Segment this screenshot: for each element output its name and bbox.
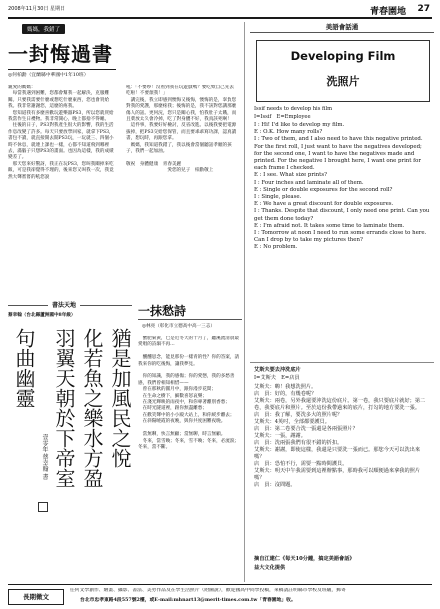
poem-title-rule bbox=[138, 319, 242, 320]
calligraphy-artwork bbox=[8, 324, 132, 580]
english-label-rule bbox=[250, 32, 434, 33]
article-title-rule bbox=[8, 69, 116, 70]
left-article bbox=[8, 22, 240, 298]
calligraphy-seal bbox=[38, 502, 48, 512]
column-divider bbox=[244, 22, 245, 582]
translation-dialogue bbox=[254, 384, 430, 489]
english-title-zh: 洗照片 bbox=[326, 75, 360, 88]
translation-line: 店 員：第二卷要合洗一張還是各兩張照片？ bbox=[254, 426, 358, 432]
translation-line: 艾斯夫：謝謝，即使這樣，我還是只要洗一張而已。那您今天可以洗出來嗎？ bbox=[254, 447, 421, 460]
translation-title: 艾斯夫要去沖洗底片 bbox=[254, 367, 301, 373]
calligraphy-tag bbox=[8, 300, 132, 310]
english-cast: I=Issif E=Employee bbox=[254, 114, 311, 120]
dialogue-line: E : O.K. How many rolls? bbox=[254, 129, 323, 136]
dialogue-line: E : Single or double exposures for the second roll? bbox=[254, 186, 393, 193]
dialogue-line: E : I see. What size prints? bbox=[254, 172, 327, 179]
dialogue-line: I : Two of them, and I also need to have this negative printed. For the first roll, I just want to have the negatives developed; for the second one, I want to have the negatives made and printed. For the negative I brought here, I want one print for each frame I checked. bbox=[254, 136, 423, 172]
translation-line: 店 員：我了解，要洗多大的照片呢？ bbox=[254, 412, 343, 418]
translation-rule bbox=[250, 362, 434, 363]
english-publisher: 益大文化提供 bbox=[254, 565, 286, 571]
english-title: Developing Film bbox=[290, 49, 396, 63]
english-subtitle: Issif needs to develop his film bbox=[254, 106, 333, 112]
translation-line: 店 員：好的，有幾卷呢？ bbox=[254, 391, 317, 397]
calligraphy-column-1: 猶是加風民之悅 bbox=[108, 328, 132, 468]
calligraphy-inscription: 壹零年 蔡幸翰 書 bbox=[41, 434, 48, 480]
dialogue-line: E : No problem. bbox=[254, 244, 298, 251]
poem-text: 蟹肥菊黃，已是近冬天的十月了，聽溪流清晨最愛唱的詩韻不再… 醺醺思念，能見那份一樣青的性？你的答案，請我來你的吃後悔，讓我夢見。 你的知識，我的感傷；你的愛戀，我的多愁善感，我們曾相知相惜—— 曾在那秋的圓月中，跟你漫步花間； 在生命之樹下，細數喜怒哀樂； 在淺光輝映的雨夜中，和你專著離別香愁； 在時光隧道裡，跟你無盡離愁； 在歡笑聲中的小小殿大站上，和你緩步離去； 在斜陽曉霞的夜晚，與你共度困難夜晚。 當無聊，快言無顧；當無聊，時言無顧。 冬來，當雪喚；冬來，雪不喚；冬來，必流淚；冬來，當不斷。 bbox=[138, 336, 240, 450]
dialogue-line: I : Single, please. bbox=[254, 194, 302, 201]
poem-author: ◎林亮（彰化市立德高中高一三志） bbox=[142, 324, 215, 329]
calligraphy-section bbox=[8, 300, 132, 580]
translation-line: 店 員：沒問題。 bbox=[254, 482, 296, 488]
header-page-number: 27 bbox=[417, 4, 430, 14]
poem-section bbox=[138, 300, 242, 580]
calligraphy-tag-label: 書法天地 bbox=[48, 300, 80, 309]
translation-line: 艾斯夫：明天中午我需要到這裡辦點事，那時我可以順便過來拿我的照片嗎？ bbox=[254, 468, 421, 481]
header-bar bbox=[8, 4, 432, 16]
footer-label: 長期徵文 bbox=[8, 589, 64, 605]
article-author: ◎何柏勳（宜蘭縣中華國中1年10班） bbox=[8, 73, 89, 78]
footer-line-1: 任何文學創作、繪畫、攝影、書法、美勞作品及在學生活照片（附圖說），歡迎國高中同學投稿，來稿請註明縣市學校及班級，郵寄 bbox=[70, 588, 346, 593]
translation-line: 艾斯夫：一張，謝謝。 bbox=[254, 433, 306, 439]
translation-line: 艾斯夫：兩卷，另外我還要沖洗這份底片。第一卷，我只要底片就好；第二卷，我要底片和照片。至於這份我帶過來的底片，打勾的地方要洗一張。 bbox=[254, 398, 426, 411]
article-title: 一封悔過書 bbox=[8, 42, 113, 66]
english-section bbox=[250, 22, 434, 580]
footer-line-2: 台北市忠孝東路4段557號2樓，或E-mail:mhnart13@merit-times.com.tw「青春園地」收。 bbox=[80, 597, 296, 603]
english-title-box bbox=[256, 40, 430, 102]
poem-title: 一抹愁詩 bbox=[138, 304, 187, 318]
english-credit: 摘自江建仁《每天10分鐘，搞定美語會話》 bbox=[254, 556, 355, 562]
calligraphy-column-3: 羽翼天朝於下帝室 bbox=[52, 328, 76, 488]
dialogue-line: I : Tomorrow at noon I need to run some errands close to here. Can I drop by to take my pictures then? bbox=[254, 230, 427, 244]
calligraphy-column-2: 化若魚之樂水方盈 bbox=[80, 328, 104, 488]
dialogue-line: I : Thanks. Despite that discount, I only need one print. Can you get them done today? bbox=[254, 208, 430, 222]
translation-line: 艾斯夫：4英吋，全部都要護貝。 bbox=[254, 419, 330, 425]
dialogue-line: E : I'm afraid not. It takes some time to laminate them. bbox=[254, 222, 405, 229]
calligraphy-author: 蔡幸翰（台北縣蘆洲國中8年級） bbox=[8, 313, 76, 318]
translation-line: 店 員：洗兩張我們有很不錯的折扣。 bbox=[254, 440, 343, 446]
footer-rule bbox=[8, 584, 432, 585]
translation-cast: I=艾斯夫 E=店員 bbox=[254, 375, 300, 381]
calligraphy-column-4: 句曲幽靈 bbox=[12, 328, 36, 408]
dialogue-line: I : Four inches and laminate all of them. bbox=[254, 179, 364, 186]
article-tag: 媽媽，我錯了 bbox=[22, 24, 65, 34]
header-rule bbox=[8, 17, 432, 19]
header-date: 2008年11月30日 星期日 bbox=[8, 6, 66, 12]
english-section-label: 美語會話通 bbox=[325, 23, 359, 31]
dialogue-line: I : Hi! I'd like to develop my film. bbox=[254, 122, 345, 128]
translation-line: 艾斯夫：嗨！我想洗照片。 bbox=[254, 384, 317, 390]
dialogue-line: E : We have a great discount for double exposures. bbox=[254, 201, 394, 208]
article-column-2: 吼：「不要吵！沒看到我在玩遊戲嗎？要吃欸自己先去吃啦！不要煩我！」 講完後，我立即感到懊悔又後悔，懊悔的是，辜負您對我的愛護，那麼疼我；後悔的是，我不該對您講那麼傷人的話。更何況，您只是關心我，怕我肚子太餓，而且菜放太久會冷掉，吃了對身體不好，我真該死啊！ 這件事，我要好好檢討，反省改進。以後我要把電源拔掉，把PS3交給您保管，而且要乖乖寫功課，認真讀書，想玩時，再跟您拿。 媽媽，我知道我錯了，我以後會當個聽話孝順的孩子，我們一起加油。 敬祝 身體健康 青春美麗 愛您的兒子 柏勳敬上 bbox=[126, 85, 237, 174]
translation-line: 店 員：恐怕不行，需要一點時間護貝。 bbox=[254, 461, 348, 467]
english-dialogue bbox=[254, 122, 430, 252]
header-section: 青春園地 bbox=[369, 7, 406, 17]
article-column-1: 親愛的媽媽： 每當我遇到困難，您都會幫我一起解決，克服難關。只要我需要什麼或想吃什麼東西，您也會買給我。我非常謝謝您，這麼的疼我。 您知道我有多麼喜歡玩遊樂器PS3，所以您就買給我當作生日禮物。我非常開心，晚上都捨不得睡。 往後的日子，PS3對我產生很大的影響，我的生活作息改變了許多。每天只要放學回家，就拿下PS3，書包不讀，就直接開去開PS3玩，一玩就三、四個小時不休息，就連上課也一樣，心都不知道飛到哪裡去，滿腦子只想PS3的畫面。也因為這樣，我的成績變差了。 那天您來好驚訝，我正在玩PS3，您叫我關掉來吃飯，可是我卻覺得不理的，後來您又叫我一次，我竟然大聲嘗嘗的吼您說 bbox=[8, 85, 114, 180]
